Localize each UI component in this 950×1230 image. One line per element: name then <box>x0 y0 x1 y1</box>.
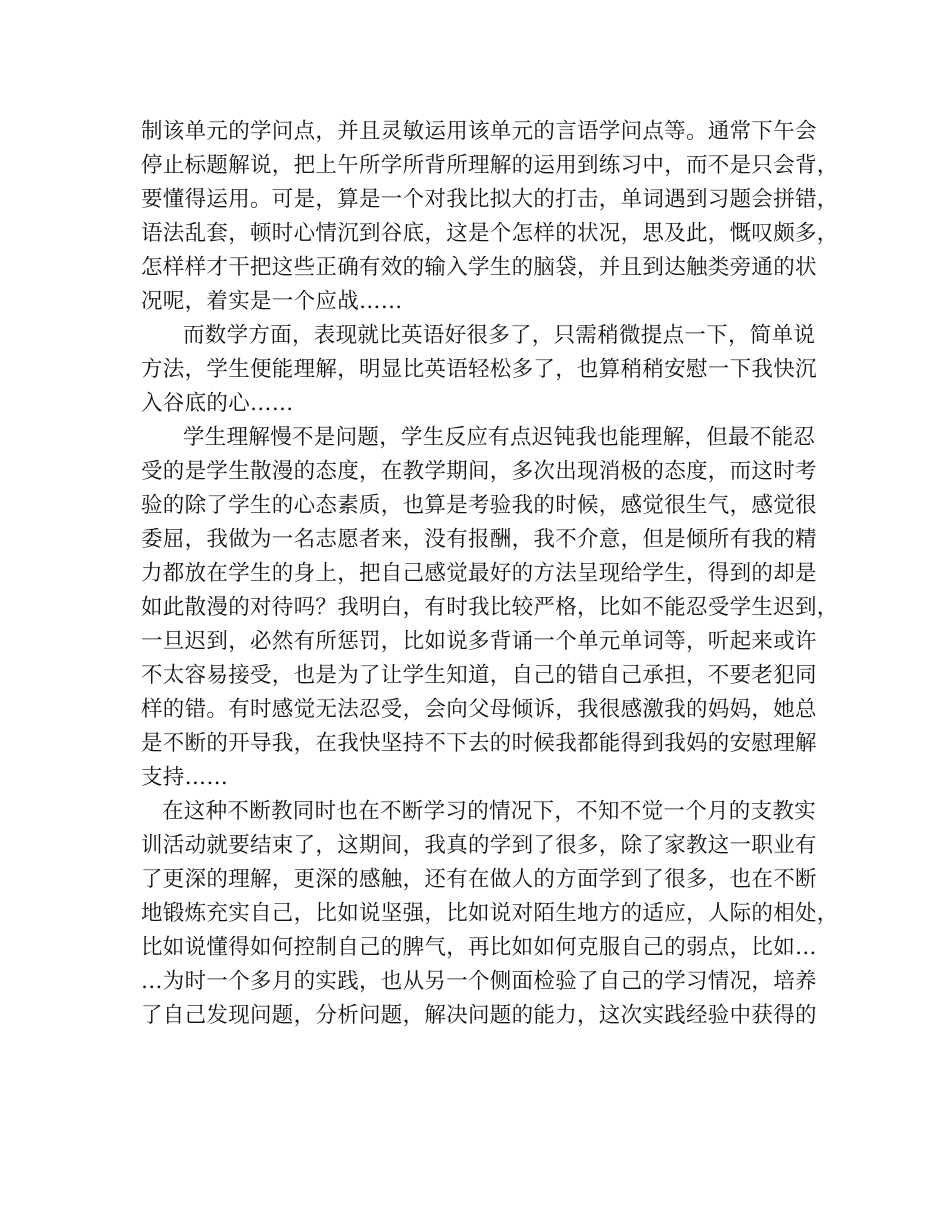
text-line-24: 地锻炼充实自己，比如说坚强，比如说对陌生地方的适应，人际的相处， <box>141 901 839 926</box>
text-line-3: 要懂得运用。可是，算是一个对我比拟大的打击，单词遇到习题会拼错， <box>141 187 839 212</box>
text-line-25: 比如说懂得如何控制自己的脾气，再比如如何克服自己的弱点，比如… <box>141 935 817 960</box>
text-line-6: 况呢，着实是一个应战…… <box>141 289 403 314</box>
text-line-4: 语法乱套，顿时心情沉到谷底，这是个怎样的状况，思及此，慨叹颇多， <box>141 221 839 246</box>
text-line-9: 入谷底的心…… <box>141 391 294 416</box>
text-line-27: 了自己发现问题，分析问题，解决问题的能力，这次实践经验中获得的 <box>141 1003 817 1028</box>
text-line-12: 验的除了学生的心态素质，也算是考验我的时候，感觉很生气，感觉很 <box>141 493 817 518</box>
text-line-20: 支持…… <box>141 765 229 790</box>
text-line-26: …为时一个多月的实践，也从另一个侧面检验了自己的学习情况，培养 <box>141 969 817 994</box>
text-line-16: 一旦迟到，必然有所惩罚，比如说多背诵一个单元单词等，听起来或许 <box>141 629 817 654</box>
text-line-14: 力都放在学生的身上，把自己感觉最好的方法呈现给学生，得到的却是 <box>141 561 817 586</box>
text-line-19: 是不断的开导我，在我快坚持不下去的时候我都能得到我妈的安慰理解 <box>141 731 817 756</box>
text-line-13: 委屈，我做为一名志愿者来，没有报酬，我不介意，但是倾所有我的精 <box>141 527 817 552</box>
text-line-21: 在这种不断教同时也在不断学习的情况下，不知不觉一个月的支教实 <box>162 799 817 824</box>
text-line-5: 怎样样才干把这些正确有效的输入学生的脑袋，并且到达触类旁通的状 <box>141 255 817 280</box>
text-line-1: 制该单元的学问点，并且灵敏运用该单元的言语学问点等。通常下午会 <box>141 119 817 144</box>
text-line-2: 停止标题解说，把上午所学所背所理解的运用到练习中，而不是只会背， <box>141 153 839 178</box>
text-line-10: 学生理解慢不是问题，学生反应有点迟钝我也能理解，但最不能忍 <box>183 425 816 450</box>
text-line-17: 不太容易接受，也是为了让学生知道，自己的错自己承担，不要老犯同 <box>141 663 817 688</box>
text-line-22: 训活动就要结束了，这期间，我真的学到了很多，除了家教这一职业有 <box>141 833 817 858</box>
text-line-8: 方法，学生便能理解，明显比英语轻松多了，也算稍稍安慰一下我快沉 <box>141 357 817 382</box>
text-line-11: 受的是学生散漫的态度，在教学期间，多次出现消极的态度，而这时考 <box>141 459 817 484</box>
text-line-7: 而数学方面，表现就比英语好很多了，只需稍微提点一下，简单说 <box>183 323 816 348</box>
text-line-15: 如此散漫的对待吗？我明白，有时我比较严格，比如不能忍受学生迟到， <box>141 595 839 620</box>
text-line-18: 样的错。有时感觉无法忍受，会向父母倾诉，我很感激我的妈妈，她总 <box>141 697 817 722</box>
text-line-23: 了更深的理解，更深的感触，还有在做人的方面学到了很多，也在不断 <box>141 867 817 892</box>
